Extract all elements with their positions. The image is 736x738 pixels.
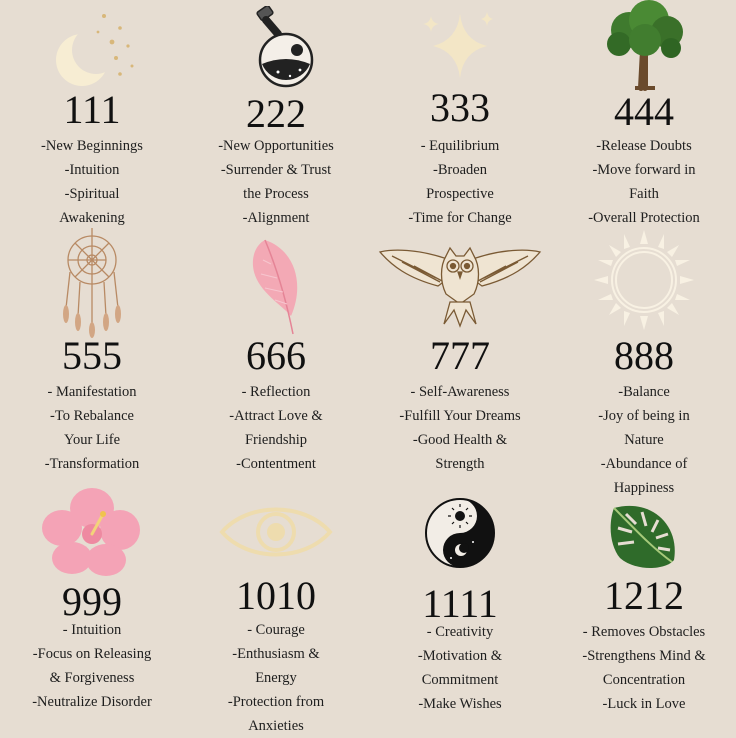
- meaning-line: -Transformation: [44, 456, 140, 472]
- angel-number: 444: [614, 89, 674, 134]
- meaning-line: Nature: [624, 432, 664, 448]
- angel-number: 666: [246, 333, 306, 378]
- meaning-list: [552, 380, 736, 500]
- meaning-list: [368, 134, 552, 230]
- meaning-line: -Joy of being in: [598, 408, 690, 424]
- angel-number: 1111: [422, 581, 498, 626]
- meaning-list: [184, 380, 368, 476]
- meaning-line: Prospective: [426, 186, 494, 202]
- meaning-line: -Make Wishes: [418, 696, 502, 712]
- sun-icon: [592, 228, 696, 332]
- dreamcatcher-icon: [52, 228, 132, 338]
- meaning-line: -Spiritual: [64, 186, 120, 202]
- meaning-line: -New Beginnings: [41, 138, 143, 154]
- card-444: [552, 0, 736, 240]
- meaning-line: -Motivation &: [417, 648, 503, 664]
- angel-number: 111: [63, 87, 121, 132]
- meaning-line: -Contentment: [236, 456, 316, 472]
- meaning-line: -To Rebalance: [50, 408, 134, 424]
- meaning-line: -Move forward in: [592, 162, 696, 178]
- meaning-line: Friendship: [244, 432, 308, 448]
- meaning-line: Commitment: [421, 672, 499, 688]
- card-666: [184, 224, 368, 484]
- meaning-list: [552, 134, 736, 230]
- card-111: [0, 0, 184, 240]
- meaning-line: - Equilibrium: [420, 138, 500, 154]
- meaning-list: [0, 618, 184, 714]
- meaning-line: -Good Health &: [412, 432, 508, 448]
- card-1111: [368, 484, 552, 736]
- meaning-line: -Overall Protection: [588, 210, 700, 226]
- meaning-line: & Forgiveness: [49, 670, 135, 686]
- meaning-line: - Reflection: [241, 384, 311, 400]
- meaning-line: - Manifestation: [47, 384, 137, 400]
- monstera-leaf-icon: [606, 498, 682, 574]
- card-1212: [552, 484, 736, 736]
- meaning-line: -Enthusiasm &: [232, 646, 320, 662]
- card-888: [552, 224, 736, 500]
- meaning-list: [368, 380, 552, 476]
- potion-bottle-icon: [236, 6, 316, 90]
- meaning-line: -Attract Love &: [229, 408, 323, 424]
- meaning-line: -Strengthens Mind &: [582, 648, 706, 664]
- meaning-list: [368, 620, 552, 716]
- crescent-moon-stars-icon: [42, 6, 142, 88]
- angel-number: 222: [246, 91, 306, 136]
- angel-number: 1212: [604, 573, 684, 618]
- meaning-line: -Release Doubts: [596, 138, 692, 154]
- meaning-line: -Broaden: [433, 162, 487, 178]
- meaning-line: -Intuition: [64, 162, 120, 178]
- angel-number: 777: [430, 333, 490, 378]
- meaning-line: -Neutralize Disorder: [32, 694, 152, 710]
- meaning-line: Anxieties: [248, 718, 304, 734]
- meaning-line: -Protection from: [227, 694, 325, 710]
- yin-yang-icon: [423, 496, 497, 570]
- angel-number: 999: [62, 579, 122, 624]
- meaning-list: [552, 620, 736, 716]
- meaning-line: Energy: [255, 670, 297, 686]
- meaning-list: [184, 618, 368, 738]
- owl-icon: [378, 242, 542, 328]
- meaning-line: -Balance: [618, 384, 670, 400]
- meaning-line: -Time for Change: [408, 210, 512, 226]
- meaning-line: Faith: [629, 186, 659, 202]
- meaning-list: [0, 380, 184, 476]
- meaning-line: -New Opportunities: [218, 138, 334, 154]
- meaning-line: - Self-Awareness: [410, 384, 510, 400]
- meaning-list: [184, 134, 368, 230]
- card-333: [368, 0, 552, 240]
- card-777: [368, 224, 552, 484]
- meaning-line: - Courage: [247, 622, 305, 638]
- meaning-line: Awakening: [59, 210, 125, 226]
- meaning-line: Happiness: [613, 480, 675, 496]
- meaning-line: -Abundance of: [600, 456, 688, 472]
- angel-number: 555: [62, 333, 122, 378]
- meaning-list: [0, 134, 184, 230]
- angel-number: 888: [614, 333, 674, 378]
- meaning-line: -Focus on Releasing: [32, 646, 152, 662]
- sparkle-star-icon: [415, 6, 505, 86]
- meaning-line: -Surrender & Trust: [220, 162, 332, 178]
- card-555: [0, 224, 184, 484]
- card-1010: [184, 484, 368, 736]
- angel-number: 333: [430, 85, 490, 130]
- card-999: [0, 484, 184, 736]
- meaning-line: - Intuition: [62, 622, 122, 638]
- angel-number: 1010: [236, 573, 316, 618]
- tree-icon: [599, 0, 689, 92]
- meaning-line: the Process: [243, 186, 309, 202]
- meaning-line: - Creativity: [426, 624, 494, 640]
- eye-icon: [218, 500, 334, 564]
- pink-leaf-icon: [241, 234, 311, 338]
- card-222: [184, 0, 368, 240]
- meaning-line: Strength: [435, 456, 485, 472]
- meaning-line: Your Life: [63, 432, 121, 448]
- meaning-line: Concentration: [602, 672, 686, 688]
- meaning-line: -Fulfill Your Dreams: [399, 408, 521, 424]
- meaning-line: -Luck in Love: [602, 696, 686, 712]
- meaning-line: - Removes Obstacles: [582, 624, 706, 640]
- hibiscus-flower-icon: [42, 486, 142, 578]
- meaning-line: -Alignment: [242, 210, 310, 226]
